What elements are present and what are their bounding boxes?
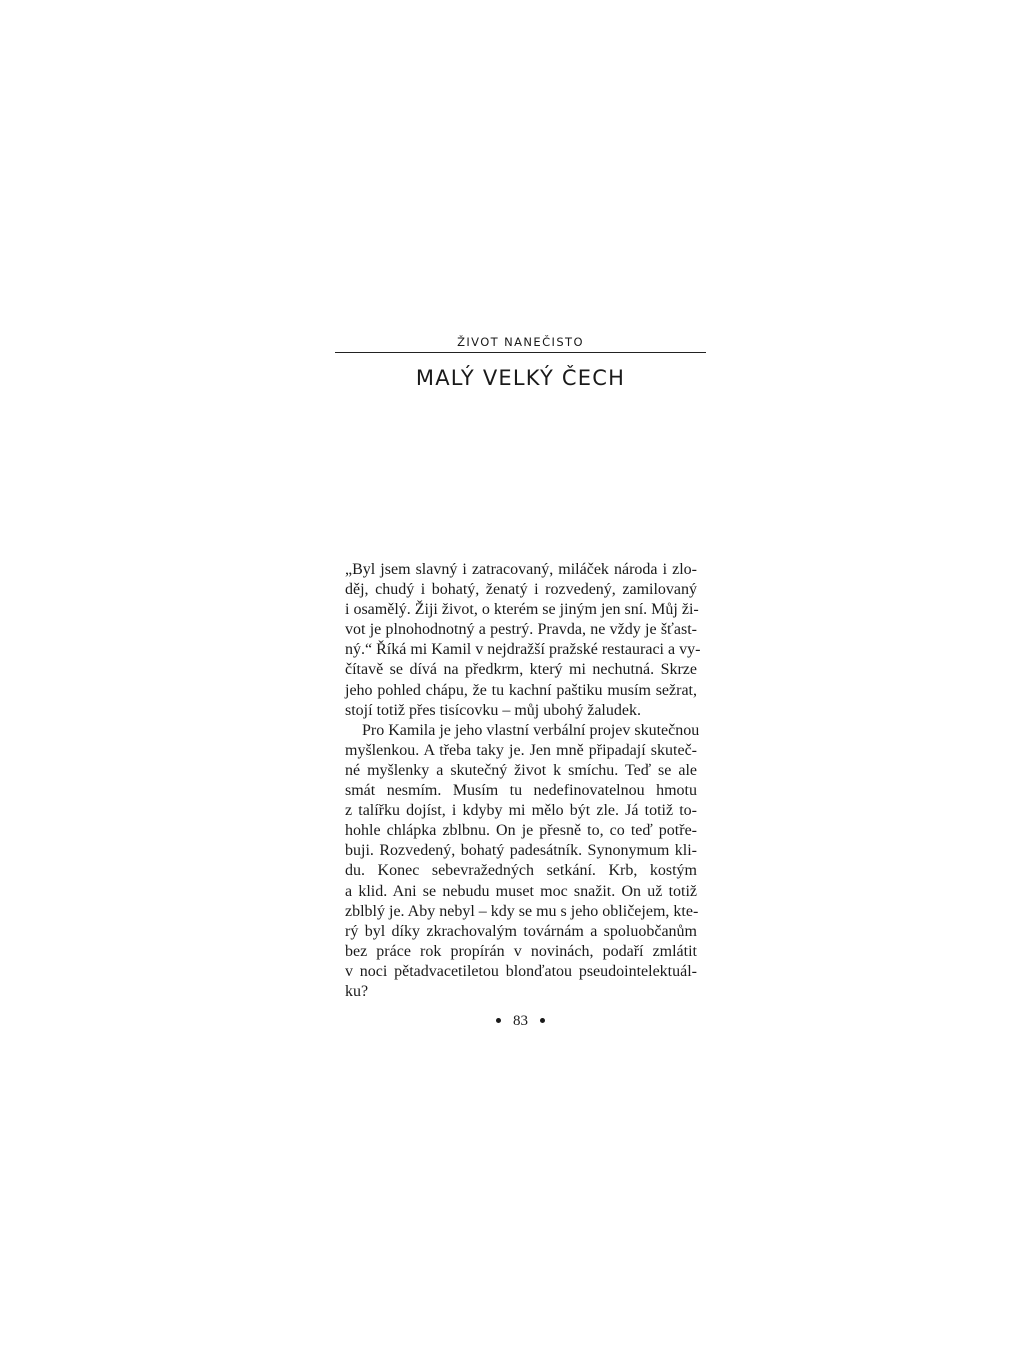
text-line: buji. Rozvedený, bohatý padesátník. Synonymum kli- <box>345 842 697 860</box>
bullet-icon <box>496 1018 501 1023</box>
page-number <box>335 1011 706 1031</box>
text-line: jeho pohled chápu, že tu kachní paštiku musím sežrat, <box>345 681 697 699</box>
text-line: i osamělý. Žiji život, o kterém se jiným jen sní. Můj ži- <box>345 601 699 619</box>
text-line: zblblý je. Aby nebyl – kdy se mu s jeho obličejem, kte- <box>345 902 699 920</box>
chapter-title: MALÝ VELKÝ ČECH <box>415 366 626 390</box>
text-line: čítavě se dívá na předkrm, který mi nechutná. Skrze <box>345 661 697 679</box>
text-line: hohle chlápka zblbnu. On je přesně to, co teď potře- <box>345 822 697 840</box>
text-line: a klid. Ani se nebudu muset moc snažit. On už totiž <box>345 882 697 900</box>
text-line: v noci pětadvacetiletou blonďatou pseudointelektuál- <box>345 962 697 980</box>
running-head: ŽIVOT NANEČISTO <box>457 335 584 349</box>
text-line: ný.“ Říká mi Kamil v nejdražší pražské restauraci a vy- <box>345 641 701 659</box>
text-line: rý byl díky zkrachovalým továrnám a spoluobčanům <box>345 922 697 940</box>
text-line: vot je plnohodnotný a pestrý. Pravda, ne vždy je šťast- <box>345 621 697 639</box>
text-line: myšlenkou. A třeba taky je. Jen mně připadají skuteč- <box>345 741 697 759</box>
body-text <box>345 560 701 1002</box>
text-line: bez práce rok propírán v novinách, podaří zmlátit <box>345 942 697 960</box>
paragraph <box>345 560 701 721</box>
text-line: né myšlenky a skutečný život k smíchu. Teď se ale <box>345 761 697 779</box>
text-line: smát nesmím. Musím tu nedefinovatelnou hmotu <box>345 782 697 800</box>
text-line: děj, chudý i bohatý, ženatý i rozvedený, zamilovaný <box>345 581 697 599</box>
paragraph <box>345 721 700 1002</box>
text-line: stojí totiž přes tisícovku – můj ubohý žaludek. <box>345 701 641 719</box>
text-line: Pro Kamila je jeho vlastní verbální projev skutečnou <box>362 721 700 739</box>
text-line: ku? <box>345 982 369 1000</box>
text-line: „Byl jsem slavný i zatracovaný, miláček národa i zlo- <box>345 561 697 578</box>
page-number-value: 83 <box>513 1013 528 1029</box>
header-rule <box>335 352 706 353</box>
bullet-icon <box>540 1018 545 1023</box>
text-line: z talířku dojíst, i kdyby mi mělo být zle. Já totiž to- <box>345 802 697 820</box>
text-line: du. Konec sebevražedných setkání. Krb, kostým <box>345 862 697 880</box>
